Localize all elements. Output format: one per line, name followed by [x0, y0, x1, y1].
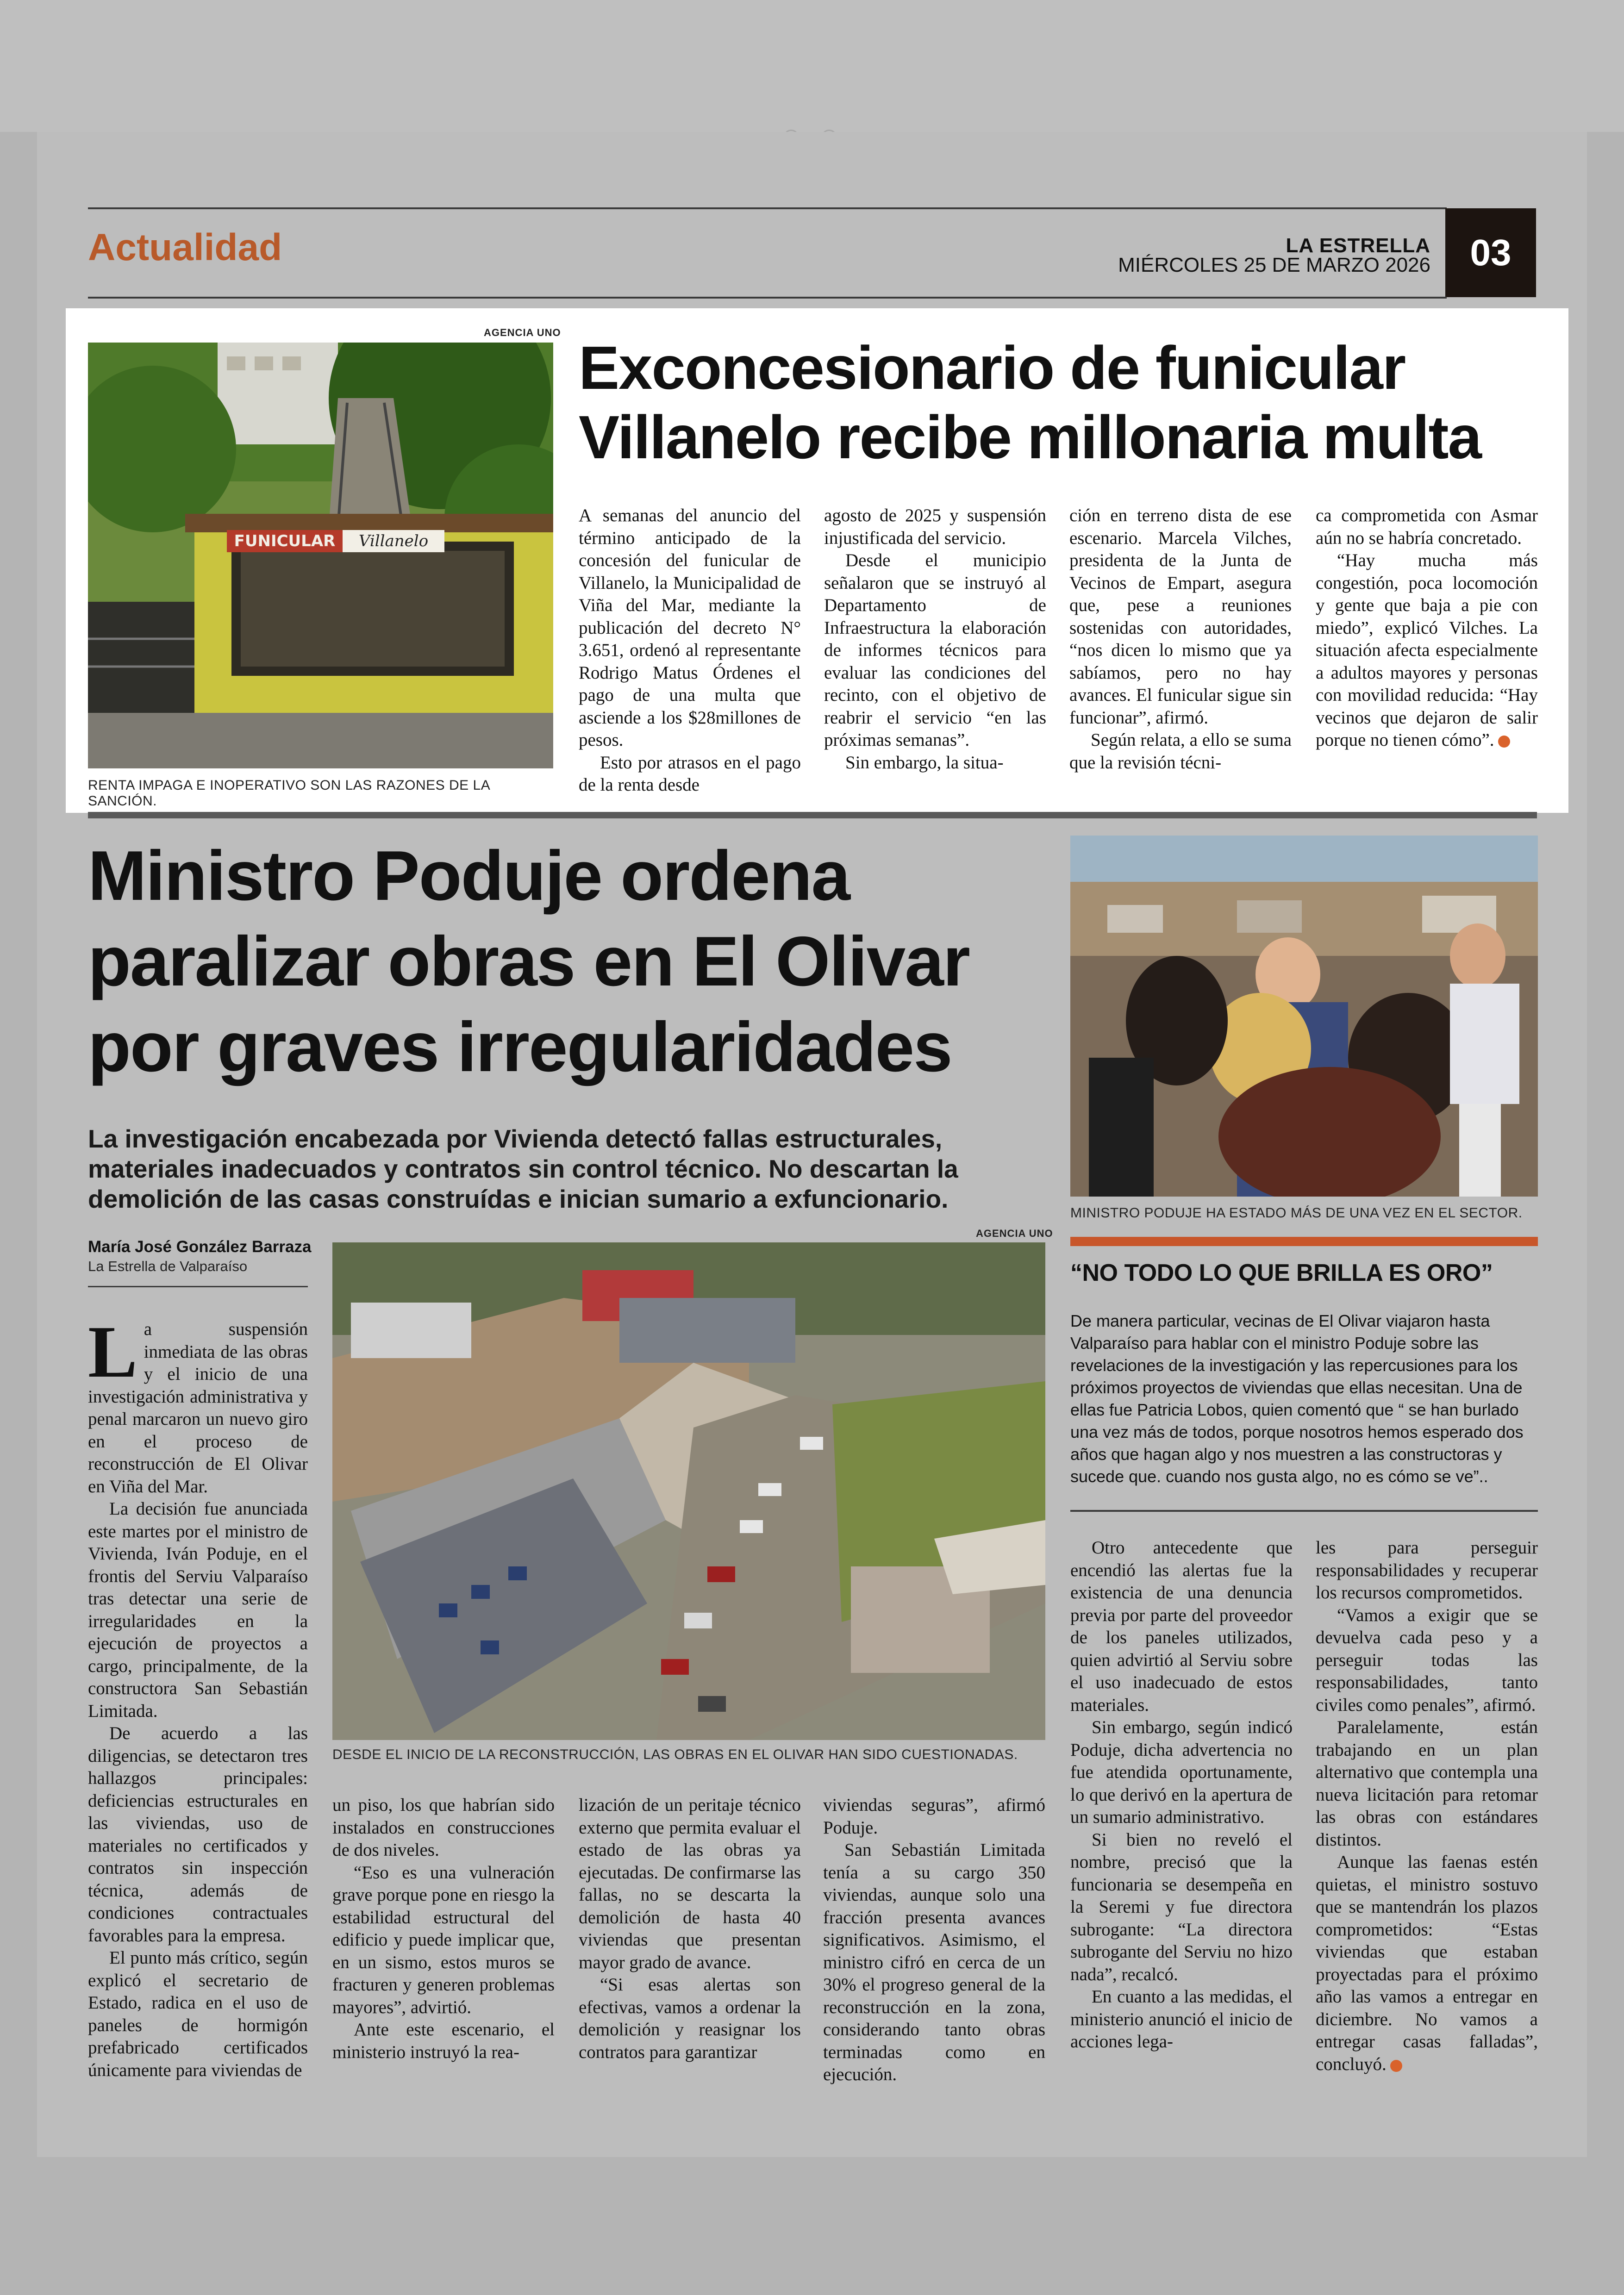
- aerial-photo-credit: AGENCIA UNO: [976, 1228, 1053, 1239]
- paragraph: “Eso es una vulneración grave porque pone en riesgo la estabilidad estructural del edificio y puede implicar que, en un sismo, estos muros se fracturen y generen problemas mayores”, advirtió.: [332, 1862, 555, 2017]
- sidebar-box-text: De manera particular, vecinas de El Olivar viajaron hasta Valparaíso para hablar con el ministro Poduje sobre las revelaciones de la investigación y las repercusiones para los próximos proyectos de viviendas que ellas necesitan. Una de ellas fue Patricia Lobos, quien comentó que “ se han burlado una vez más de todos, porque nosotros hemos esperado dos años que hagan algo y nos muestren a las constructoras y sucede que. cuando nos gusta algo, no es cómo se ve”..: [1070, 1311, 1524, 1486]
- issue-date: MIÉRCOLES 25 DE MARZO 2026: [1118, 254, 1430, 276]
- top-story-column-3: [1069, 505, 1292, 774]
- paragraph: En cuanto a las medidas, el ministerio anunció el inicio de acciones lega-: [1070, 1987, 1293, 2052]
- paragraph: les para perseguir responsabilidades y recuperar los recursos comprometidos.: [1316, 1538, 1538, 1603]
- main-headline-line-2: paralizar obras en El Olivar: [88, 922, 969, 1001]
- main-story-headline: [88, 833, 1060, 1090]
- paragraph: “Vamos a exigir que se devuelva cada peso y a perseguir todas las responsabilidades, tanto civiles como penales”, afirmó.: [1316, 1605, 1538, 1715]
- header-top-rule: [88, 207, 1447, 209]
- paragraph: ción en terreno dista de ese escenario. Marcela Vilches, presidenta de la Junta de Vecinos de Empart, asegura que, pese a reuniones sostenidas con autoridades, “nos dicen lo mismo que ya sabíamos, pero no hay avances. El funicular sigue sin funcionar”, afirmó.: [1069, 505, 1292, 728]
- byline-author: María José González Barraza: [88, 1238, 312, 1256]
- minister-photo-caption: MINISTRO PODUJE HA ESTADO MÁS DE UNA VEZ EN EL SECTOR.: [1070, 1205, 1523, 1221]
- byline-outlet: La Estrella de Valparaíso: [88, 1258, 248, 1274]
- aerial-photo-caption: DESDE EL INICIO DE LA RECONSTRUCCIÓN, LAS OBRAS EN EL OLIVAR HAN SIDO CUESTIONADAS.: [332, 1747, 1018, 1762]
- main-headline-line-3: por graves irregularidades: [88, 1008, 952, 1086]
- minister-photo: [1070, 836, 1538, 1197]
- main-story-column-3: [579, 1794, 801, 2064]
- paragraph: Según relata, a ello se suma que la revisión técni-: [1069, 730, 1292, 773]
- story-divider: [88, 812, 1537, 818]
- top-headline-line-2: Villanelo recibe millonaria multa: [579, 403, 1481, 471]
- paragraph: Desde el municipio señalaron que se instruyó al Departamento de Infraestructura la elaboración de informes técnicos para evaluar las condiciones del recinto, con el objetivo de reabrir el servicio “en las próximas semanas”.: [824, 550, 1046, 750]
- drop-cap: L: [88, 1310, 137, 1393]
- header-bottom-rule: [88, 297, 1447, 299]
- paragraph: San Sebastián Limitada tenía a su cargo 350 viviendas, aunque solo una fracción presenta avances significativos. Asimismo, el ministro cifró en cerca de un 30% el progreso general de la reconstrucción en la zona, considerando tanto obras terminadas como en ejecución.: [823, 1840, 1045, 2084]
- paragraph: viviendas seguras”, afirmó Poduje.: [823, 1795, 1045, 1838]
- main-story-column-1: [88, 1310, 308, 2082]
- funicular-sign-right: Villanelo: [358, 532, 429, 550]
- sidebar-box-title: “NO TODO LO QUE BRILLA ES ORO”: [1070, 1260, 1493, 1286]
- paragraph: Esto por atrasos en el pago de la renta desde: [579, 752, 801, 795]
- top-story-column-2: [824, 505, 1046, 774]
- top-headline-line-1: Exconcesionario de funicular: [579, 334, 1405, 402]
- aerial-construction-photo: [332, 1242, 1045, 1740]
- main-story-column-5: [1070, 1537, 1293, 2053]
- paragraph: La decisión fue anunciada este martes por el ministro de Vivienda, Iván Poduje, en el frontis del Serviu Valparaíso tras detectar una serie de irregularidades en la ejecución de proyectos a cargo, principalmente, de la constructora San Sebastián Limitada.: [88, 1499, 308, 1721]
- aerial-photo-image: [332, 1242, 1045, 1740]
- paragraph: Sin embargo, según indicó Poduje, dicha advertencia no fue atendida oportunamente, lo que derivó en la apertura de un sumario administrativo.: [1070, 1717, 1293, 1827]
- paragraph: Si bien no reveló el nombre, precisó que la funcionaria se desempeña en la Seremi y fue directora subrogante: “La directora subrogante del Serviu no hizo nada”, recalcó.: [1070, 1829, 1293, 1984]
- paragraph: agosto de 2025 y suspensión injustificada del servicio.: [824, 505, 1046, 548]
- top-story-column-4: [1316, 505, 1538, 752]
- paragraph: lización de un peritaje técnico externo que permita evaluar el estado de las obras ya ejecutadas. De confirmarse las fallas, no se descarta la demolición de hasta 40 viviendas que presentan mayor grado de avance.: [579, 1795, 801, 1972]
- photo-credit: AGENCIA UNO: [484, 327, 561, 338]
- paragraph: Paralelamente, están trabajando en un plan alternativo que contempla una nueva licitación para retomar las obras con estándares distintos.: [1316, 1717, 1538, 1850]
- paragraph: [88, 1310, 308, 1498]
- paragraph-text: a suspensión inmediata de las obras y el inicio de una investigación administrativa y penal marcaron un nuevo giro en el proceso de reconstrucción de El Olivar en Viña del Mar.: [88, 1319, 308, 1497]
- top-story-headline: [579, 333, 1542, 472]
- paragraph: [1316, 549, 1538, 752]
- byline-rule: [88, 1286, 308, 1287]
- paragraph: Otro antecedente que encendió las alertas fue la existencia de una denuncia previa por parte del proveedor de los paneles utilizados, quien advirtió al Serviu sobre el uso inadecuado de estos materiales.: [1070, 1538, 1293, 1715]
- funicular-photo: [88, 343, 553, 768]
- paragraph: Ante este escenario, el ministerio instruyó la rea-: [332, 2020, 555, 2062]
- section-label: Actualidad: [88, 226, 282, 268]
- paragraph-text: “Hay mucha más congestión, poca locomoción y gente que baja a pie con miedo”, explicó Vilches. La situación afecta especialmente a adultos mayores y personas con movilidad reducida: “Hay vecinos que dejaron de salir porque no tienen cómo”.: [1316, 550, 1538, 750]
- paragraph-text: Aunque las faenas estén quietas, el ministro sostuvo que se mantendrán los plazos comprometidos: “Estas viviendas que estaban proyectadas para el próximo año las vamos a entregar en diciembre. No vamos a entregar casas falladas”, concluyó.: [1316, 1852, 1538, 2074]
- sidebar-box-bottom-rule: [1070, 1510, 1538, 1512]
- viewer-background: [0, 0, 1624, 132]
- funicular-photo-image: [88, 343, 553, 768]
- main-story-column-4: [823, 1794, 1045, 2086]
- paragraph: Sin embargo, la situa-: [845, 752, 1004, 773]
- paragraph: De acuerdo a las diligencias, se detectaron tres hallazgos principales: deficiencias estructurales en las viviendas, uso de materiales no certificados y contratos sin inspección técnica, además de condiciones contractuales favorables para la empresa.: [88, 1723, 308, 1946]
- end-of-story-icon: [1498, 736, 1510, 748]
- paragraph: El punto más crítico, según explicó el secretario de Estado, radica en el uso de paneles de hormigón prefabricado certificados únicamente para viviendas de: [88, 1948, 308, 2080]
- paragraph: A semanas del anuncio del término anticipado de la concesión del funicular de Villanelo, la Municipalidad de Viña del Mar, mediante la publicación del decreto N° 3.651, ordenó al representante Rodrigo Matus Órdenes el pago de una multa que asciende a los $28millones de pesos.: [579, 505, 801, 750]
- main-story-column-6: [1316, 1537, 1538, 2076]
- page-number: 03: [1445, 208, 1536, 297]
- paragraph: un piso, los que habrían sido instalados en construcciones de dos niveles.: [332, 1795, 555, 1860]
- sidebar-box-top-bar: [1070, 1237, 1538, 1246]
- top-story-column-1: [579, 505, 801, 797]
- funicular-sign-left: FUNICULAR: [234, 532, 336, 550]
- funicular-photo-caption: RENTA IMPAGA E INOPERATIVO SON LAS RAZONES DE LA SANCIÓN.: [88, 778, 490, 809]
- main-story-deck: La investigación encabezada por Vivienda detectó fallas estructurales, materiales inadecuados y contratos sin control técnico. No descartan la demolición de las casas construídas e inician sumario a exfuncionario.: [88, 1124, 958, 1213]
- paragraph: “Si esas alertas son efectivas, vamos a ordenar la demolición y reasignar los contratos para garantizar: [579, 1975, 801, 2062]
- minister-photo-image: [1070, 836, 1538, 1197]
- paragraph: [1316, 1851, 1538, 2076]
- paper-name: LA ESTRELLA: [1286, 234, 1430, 257]
- main-headline-line-1: Ministro Poduje ordena: [88, 836, 849, 915]
- paragraph: ca comprometida con Asmar aún no se habría concretado.: [1316, 505, 1538, 548]
- end-of-story-icon: [1390, 2060, 1402, 2072]
- main-story-column-2: [332, 1794, 555, 2064]
